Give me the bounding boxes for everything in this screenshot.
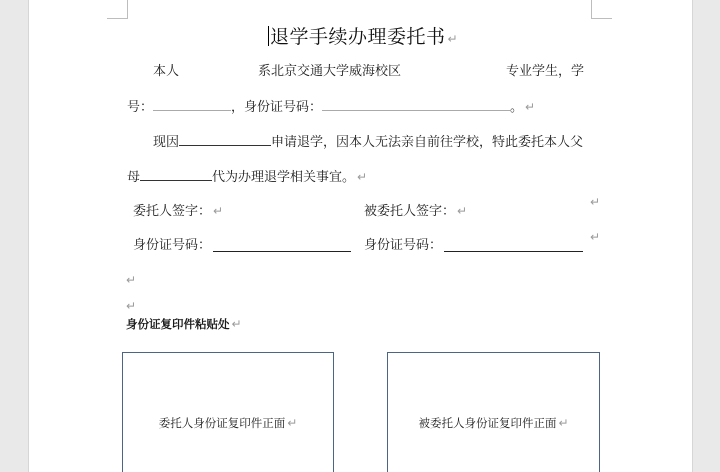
paragraph-mark: ↵ — [457, 204, 468, 218]
paragraph-mark: ↵ — [213, 204, 224, 218]
principal-id-copy-box[interactable] — [122, 352, 334, 472]
agent-id-blank[interactable] — [444, 251, 583, 252]
document-title: 退学手续办理委托书 — [270, 26, 446, 48]
paragraph-mark: ↵ — [447, 32, 459, 46]
label-principal-signature: 委托人签字： — [133, 204, 212, 219]
crop-mark-top-right — [591, 0, 612, 19]
label-student-id: 号： — [127, 100, 154, 115]
paragraph-mark: ↵ — [357, 170, 368, 184]
label-now-due-to: 现因 — [153, 135, 180, 150]
label-id-number: ，身份证号码： — [231, 100, 323, 115]
agent-id-copy-label: 被委托人身份证复印件正面 — [418, 416, 557, 430]
principal-id-copy-label-line — [123, 415, 333, 431]
paragraph-mark: ↵ — [558, 416, 569, 430]
document-title-line[interactable] — [270, 25, 458, 51]
id-copy-heading-line — [126, 316, 242, 332]
parent-blank[interactable] — [140, 168, 212, 181]
id-number-blank[interactable] — [322, 98, 510, 111]
cell-end-mark: ↵ — [590, 230, 601, 244]
label-agent-id: 身份证号码： — [364, 238, 443, 253]
empty-paragraph-mark: ↵ — [126, 299, 137, 313]
document-page[interactable] — [29, 0, 692, 472]
paragraph-mark: ↵ — [525, 100, 536, 114]
agent-id-copy-label-line — [388, 415, 599, 431]
principal-id-copy-label: 委托人身份证复印件正面 — [158, 416, 286, 430]
agent-signature-line — [364, 203, 467, 220]
label-agent-signature: 被委托人签字： — [364, 204, 456, 219]
empty-paragraph-mark: ↵ — [126, 273, 137, 287]
paragraph-mark: ↵ — [287, 416, 298, 430]
label-principal-id: 身份证号码： — [133, 238, 212, 253]
label-parent: 母 — [127, 170, 141, 185]
student-id-blank[interactable] — [153, 98, 231, 111]
student-id-line — [127, 98, 535, 116]
paragraph-mark: ↵ — [231, 317, 242, 331]
text-purpose: 代为办理退学相关事宜。 — [212, 170, 356, 185]
text-major: 专业学生，学 — [506, 64, 585, 79]
cell-end-mark: ↵ — [590, 195, 601, 209]
parent-line — [127, 168, 367, 186]
text-cursor — [268, 26, 269, 46]
id-copy-heading: 身份证复印件粘贴处 — [126, 317, 230, 331]
crop-mark-top-left — [107, 0, 128, 19]
text-department: 系北京交通大学威海校区 — [258, 64, 402, 79]
agent-id-copy-box[interactable] — [387, 352, 600, 472]
text-reason: 申请退学，因本人无法亲自前往学校，特此委托本人父 — [271, 135, 584, 150]
text-self: 本人 — [153, 64, 180, 79]
reason-line — [153, 133, 583, 151]
principal-id-blank[interactable] — [213, 251, 351, 252]
line2-end: 。 — [510, 100, 524, 115]
principal-signature-line — [133, 203, 223, 220]
reason-blank[interactable] — [179, 133, 271, 146]
